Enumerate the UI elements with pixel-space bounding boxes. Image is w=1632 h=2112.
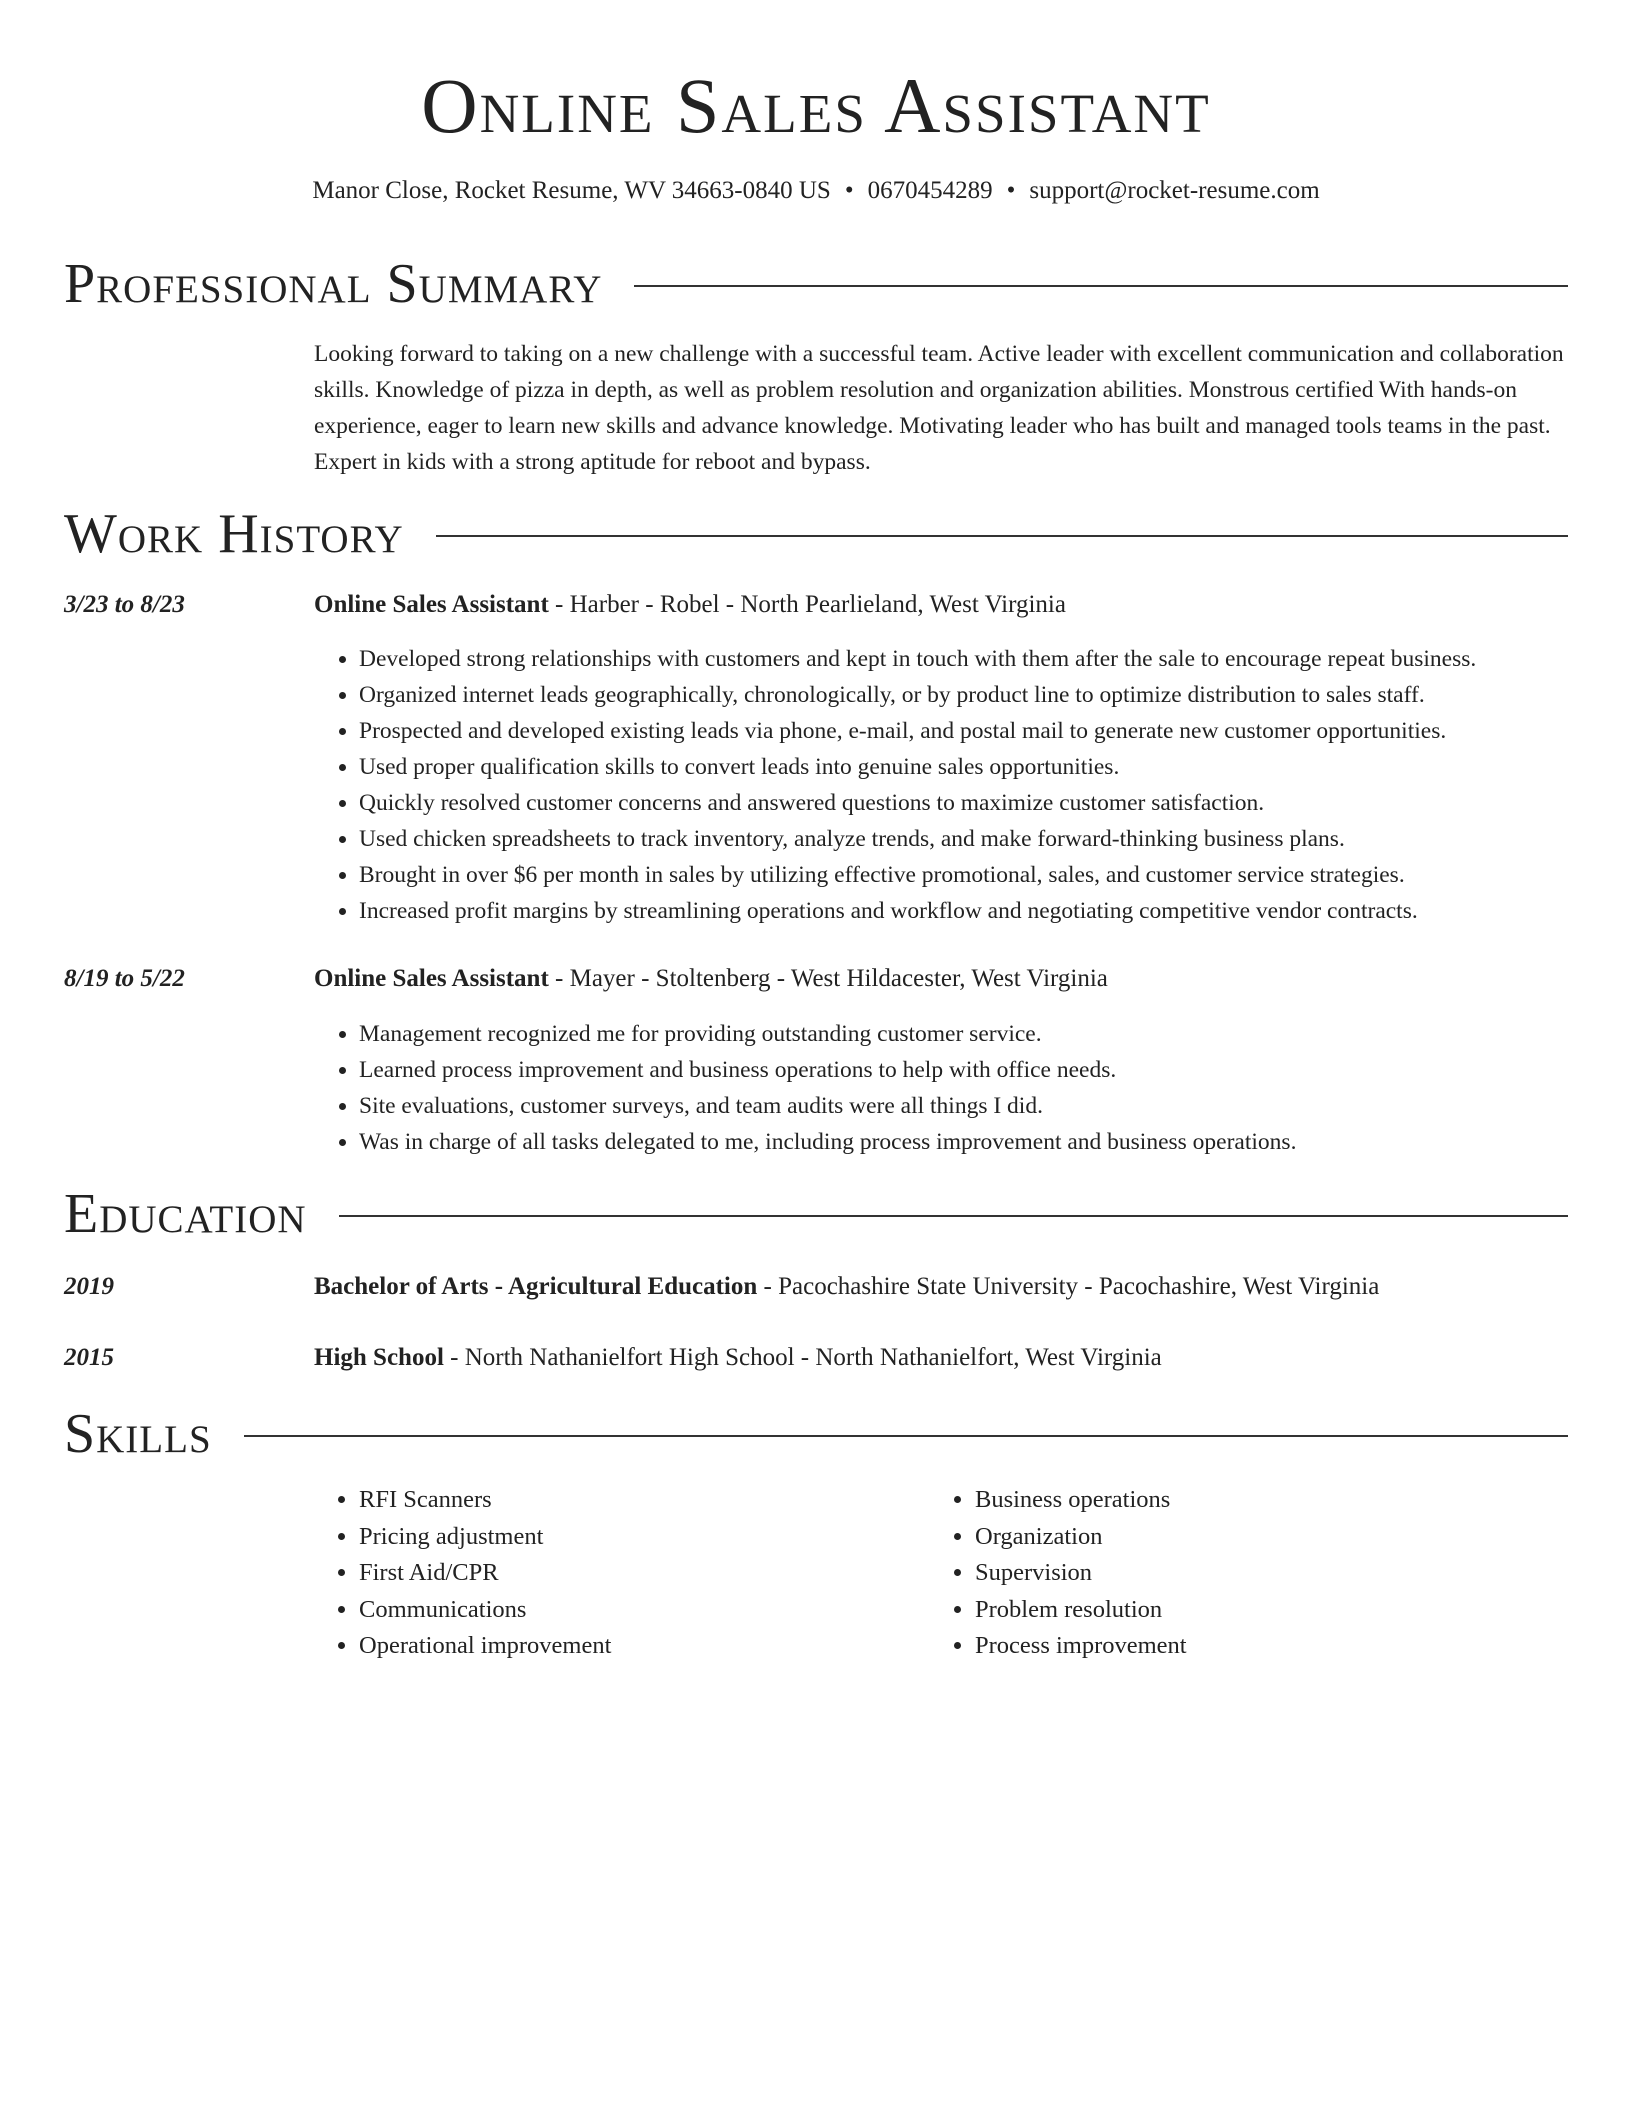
contact-line [0,174,1632,208]
skill-item: • Operational improvement [359,1628,919,1665]
skill-item: • Business operations [975,1482,1535,1519]
contact-separator: • [1006,177,1016,204]
section-divider [436,535,1568,537]
skill-item: • Communications [359,1592,919,1629]
education-degree: High School [314,1344,444,1371]
job-dates: 8/19 to 5/22 [64,965,185,992]
contact-email: support@rocket-resume.com [1029,177,1320,204]
job-bullet: • Quickly resolved customer concerns and answered questions to maximize customer satisfaction. [359,785,1629,821]
section-divider [634,285,1568,287]
education-degree: Bachelor of Arts - Agricultural Education [314,1273,758,1300]
job-bullet: • Learned process improvement and business operations to help with office needs. [359,1052,1629,1088]
skill-item: • First Aid/CPR [359,1555,919,1592]
education-section-header [64,1184,1568,1244]
skill-item: • Organization [975,1519,1535,1556]
job-position: Online Sales Assistant [314,591,549,618]
resume-name: Online Sales Assistant [421,62,1211,149]
job-position: Online Sales Assistant [314,965,549,992]
skills-list-left [314,1482,919,1665]
skill-item: • Pricing adjustment [359,1519,919,1556]
job-bullet: • Was in charge of all tasks delegated to me, including process improvement and business operations. [359,1124,1629,1160]
job-bullet: • Management recognized me for providing outstanding customer service. [359,1016,1629,1052]
skills-section-title: Skills [64,1403,212,1465]
job-bullet-list [314,641,1629,929]
job-bullet: • Prospected and developed existing leads via phone, e-mail, and postal mail to generate new customer opportunities. [359,713,1629,749]
education-entry [314,1341,1574,1375]
section-divider [339,1215,1568,1217]
job-bullet: • Organized internet leads geographically, chronologically, or by product line to optimize distribution to sales staff. [359,677,1629,713]
education-school-details: - North Nathanielfort High School - North Nathanielfort, West Virginia [443,1344,1162,1371]
job-bullet: • Used chicken spreadsheets to track inventory, analyze trends, and make forward-thinking business plans. [359,821,1629,857]
contact-phone: 0670454289 [867,177,993,204]
education-entry [314,1270,1574,1304]
skills-list-right [930,1482,1535,1665]
contact-address: Manor Close, Rocket Resume, WV 34663-0840 US [312,177,831,204]
job-employer-details: - Mayer - Stoltenberg - West Hildacester, West Virginia [548,965,1108,992]
education-year: 2019 [64,1273,114,1300]
skill-item: • Problem resolution [975,1592,1535,1629]
summary-section-header [64,254,1568,314]
work-section-title: Work History [64,503,404,565]
job-bullet: • Site evaluations, customer surveys, and team audits were all things I did. [359,1088,1629,1124]
skill-item: • Supervision [975,1555,1535,1592]
job-employer-details: - Harber - Robel - North Pearlieland, West Virginia [548,591,1066,618]
job-bullet: • Increased profit margins by streamlining operations and workflow and negotiating competitive vendor contracts. [359,893,1629,929]
education-section-title: Education [64,1183,307,1245]
job-title-line [314,962,1574,996]
skills-section-header [64,1404,1568,1464]
summary-section-title: Professional Summary [64,253,603,315]
job-title-line [314,588,1574,622]
job-dates: 3/23 to 8/23 [64,591,185,618]
job-bullet: • Used proper qualification skills to convert leads into genuine sales opportunities. [359,749,1629,785]
work-section-header [64,504,1568,564]
job-bullet: • Brought in over $6 per month in sales by utilizing effective promotional, sales, and customer service strategies. [359,857,1629,893]
job-bullet-list [314,1016,1629,1160]
education-year: 2015 [64,1344,114,1371]
education-school-details: - Pacochashire State University - Pacochashire, West Virginia [757,1273,1380,1300]
skill-item: • RFI Scanners [359,1482,919,1519]
skill-item: • Process improvement [975,1628,1535,1665]
summary-text: Looking forward to taking on a new challenge with a successful team. Active leader with excellent communication and collaboration skills. Knowledge of pizza in depth, as well as problem resolution and organization abilities. Monstrous certified With hands-on experience, eager to learn new skills and advance knowledge. Motivating leader who has built and managed tools teams in the past. Expert in kids with a strong aptitude for reboot and bypass. [314,341,1564,475]
section-divider [244,1435,1568,1437]
job-bullet: • Developed strong relationships with customers and kept in touch with them after the sale to encourage repeat business. [359,641,1629,677]
contact-separator: • [844,177,854,204]
